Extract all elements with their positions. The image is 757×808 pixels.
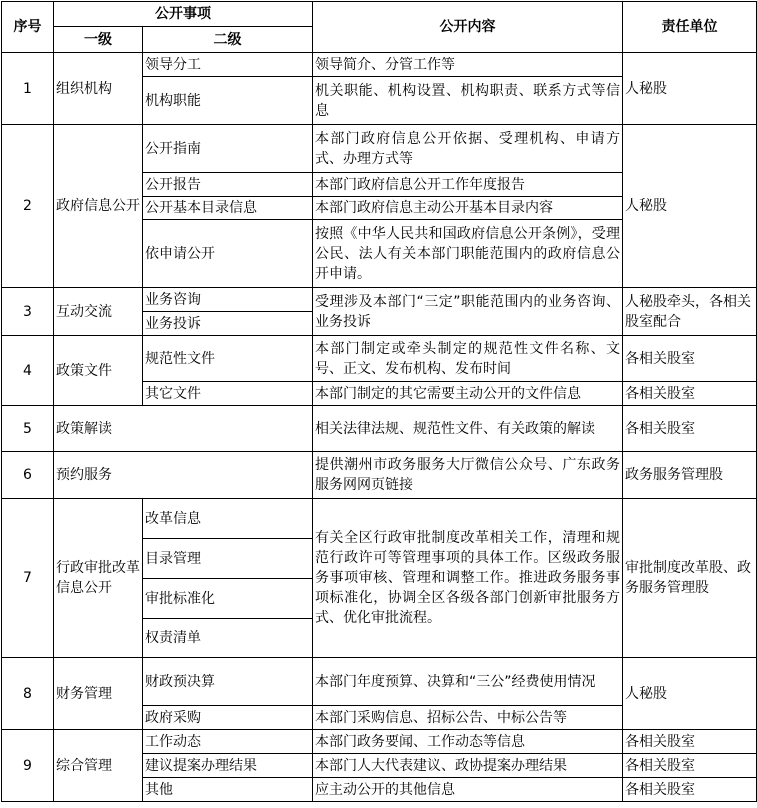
row2-seq: 2 bbox=[2, 125, 54, 288]
row8a-content: 本部门年度预算、决算和“三公”经费使用情况 bbox=[313, 658, 623, 706]
header-level2: 二级 bbox=[143, 27, 313, 53]
row8b-content: 本部门采购信息、招标公告、中标公告等 bbox=[313, 706, 623, 730]
row5-unit: 各相关股室 bbox=[623, 406, 757, 452]
row1a-level2: 领导分工 bbox=[143, 53, 313, 77]
row9a-level2: 工作动态 bbox=[143, 730, 313, 754]
row2d-level2: 依申请公开 bbox=[143, 220, 313, 288]
row3-content: 受理涉及本部门“三定”职能范围内的业务咨询、业务投诉 bbox=[313, 288, 623, 336]
row7-seq: 7 bbox=[2, 499, 54, 658]
row3-unit: 人秘股牵头，各相关股室配合 bbox=[623, 288, 757, 336]
row7d-level2: 权责清单 bbox=[143, 619, 313, 658]
row1-unit: 人秘股 bbox=[623, 53, 757, 125]
row9b-level2: 建议提案办理结果 bbox=[143, 754, 313, 778]
row3-seq: 3 bbox=[2, 288, 54, 336]
row8-seq: 8 bbox=[2, 658, 54, 730]
row1-seq: 1 bbox=[2, 53, 54, 125]
row7b-level2: 目录管理 bbox=[143, 539, 313, 579]
row1a-content: 领导简介、分管工作等 bbox=[313, 53, 623, 77]
disclosure-table bbox=[1, 1, 757, 802]
row5-seq: 5 bbox=[2, 406, 54, 452]
row2a-content: 本部门政府信息公开依据、受理机构、申请方式、办理方式等 bbox=[313, 125, 623, 173]
row4b-content: 本部门制定的其它需要主动公开的文件信息 bbox=[313, 382, 623, 406]
row5-content: 相关法律法规、规范性文件、有关政策的解读 bbox=[313, 406, 623, 452]
header-level1: 一级 bbox=[54, 27, 143, 53]
row7-content: 有关全区行政审批制度改革相关工作，清理和规范行政许可等管理事项的具体工作。区级政务服务事项审核、管理和调整工作。推进政务服务事项标准化，协调全区各级各部门创新审批服务方式、优化审批流程。 bbox=[313, 499, 623, 658]
row8-level1: 财务管理 bbox=[54, 658, 143, 730]
row9b-unit: 各相关股室 bbox=[623, 754, 757, 778]
row3-level1: 互动交流 bbox=[54, 288, 143, 336]
row4-seq: 4 bbox=[2, 336, 54, 406]
row9c-level2: 其他 bbox=[143, 778, 313, 802]
header-seq: 序号 bbox=[2, 2, 54, 53]
row9c-content: 应主动公开的其他信息 bbox=[313, 778, 623, 802]
row8b-level2: 政府采购 bbox=[143, 706, 313, 730]
row2b-level2: 公开报告 bbox=[143, 173, 313, 197]
row9a-content: 本部门政务要闻、工作动态等信息 bbox=[313, 730, 623, 754]
row2d-content: 按照《中华人民共和国政府信息公开条例》，受理公民、法人有关本部门职能范围内的政府信息公开申请。 bbox=[313, 220, 623, 288]
row2-unit: 人秘股 bbox=[623, 125, 757, 288]
row8-unit: 人秘股 bbox=[623, 658, 757, 730]
row3b-level2: 业务投诉 bbox=[143, 312, 313, 336]
header-content: 公开内容 bbox=[313, 2, 623, 53]
row1b-level2: 机构职能 bbox=[143, 77, 313, 125]
row2c-content: 本部门政府信息主动公开基本目录内容 bbox=[313, 197, 623, 220]
row7c-level2: 审批标准化 bbox=[143, 579, 313, 619]
row4a-content: 本部门制定或牵头制定的规范性文件名称、文号、正文、发布机构、发布时间 bbox=[313, 336, 623, 382]
row7a-level2: 改革信息 bbox=[143, 499, 313, 539]
row9c-unit: 各相关股室 bbox=[623, 778, 757, 802]
row4b-level2: 其它文件 bbox=[143, 382, 313, 406]
row6-unit: 政务服务管理股 bbox=[623, 452, 757, 499]
row1-level1: 组织机构 bbox=[54, 53, 143, 125]
row9-level1: 综合管理 bbox=[54, 730, 143, 802]
header-matters: 公开事项 bbox=[54, 2, 313, 27]
row2a-level2: 公开指南 bbox=[143, 125, 313, 173]
row3a-level2: 业务咨询 bbox=[143, 288, 313, 312]
row7-level1: 行政审批改革信息公开 bbox=[54, 499, 143, 658]
row9-seq: 9 bbox=[2, 730, 54, 802]
row4b-unit: 各相关股室 bbox=[623, 382, 757, 406]
row8a-level2: 财政预决算 bbox=[143, 658, 313, 706]
row6-content: 提供潮州市政务服务大厅微信公众号、广东政务服务网网页链接 bbox=[313, 452, 623, 499]
row2c-level2: 公开基本目录信息 bbox=[143, 197, 313, 220]
row9b-content: 本部门人大代表建议、政协提案办理结果 bbox=[313, 754, 623, 778]
row5-level1: 政策解读 bbox=[54, 406, 313, 452]
row4-level1: 政策文件 bbox=[54, 336, 143, 406]
row9a-unit: 各相关股室 bbox=[623, 730, 757, 754]
row7-unit: 审批制度改革股、政务服务管理股 bbox=[623, 499, 757, 658]
row1b-content: 机关职能、机构设置、机构职责、联系方式等信息 bbox=[313, 77, 623, 125]
row2b-content: 本部门政府信息公开工作年度报告 bbox=[313, 173, 623, 197]
row2-level1: 政府信息公开 bbox=[54, 125, 143, 288]
row6-level1: 预约服务 bbox=[54, 452, 313, 499]
row6-seq: 6 bbox=[2, 452, 54, 499]
row4a-level2: 规范性文件 bbox=[143, 336, 313, 382]
row4a-unit: 各相关股室 bbox=[623, 336, 757, 382]
header-unit: 责任单位 bbox=[623, 2, 757, 53]
